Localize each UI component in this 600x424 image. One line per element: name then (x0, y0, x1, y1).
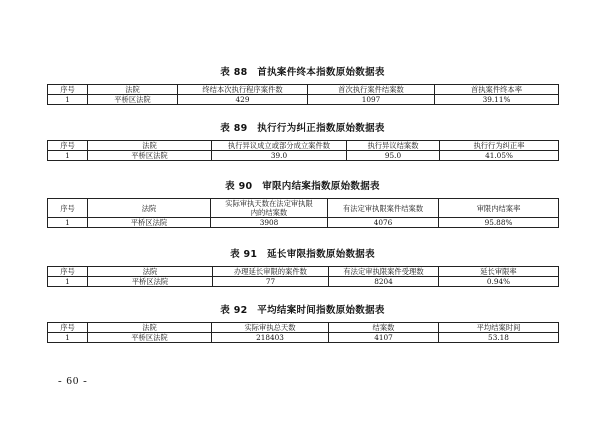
table-section-88 (47, 66, 558, 105)
cell: 平桥区法院 (88, 277, 213, 287)
table-section-89 (47, 122, 558, 161)
table-row (48, 151, 559, 161)
header-cell: 序号 (48, 323, 88, 333)
data-table (47, 322, 559, 343)
header-cell: 有法定审执限案件结案数 (328, 199, 439, 218)
cell: 0.94% (439, 277, 559, 287)
header-cell: 法院 (88, 141, 212, 151)
cell: 95.0 (347, 151, 440, 161)
page-number: - 60 - (58, 375, 88, 387)
cell: 218403 (212, 333, 329, 343)
header-cell: 序号 (48, 85, 88, 95)
table-section-91 (47, 248, 558, 287)
header-row (48, 323, 559, 333)
cell: 1 (48, 218, 88, 228)
table-row (48, 277, 559, 287)
cell: 4076 (328, 218, 439, 228)
cell: 8204 (329, 277, 439, 287)
header-cell: 实际审执总天数 (212, 323, 329, 333)
header-cell: 执行异议结案数 (347, 141, 440, 151)
cell: 39.0 (212, 151, 347, 161)
header-cell: 法院 (88, 85, 178, 95)
table-row (48, 95, 559, 105)
header-cell: 终结本次执行程序案件数 (178, 85, 308, 95)
header-cell: 延长审限率 (439, 267, 559, 277)
cell: 平桥区法院 (88, 218, 211, 228)
table-row (48, 218, 559, 228)
header-cell: 首执案件终本率 (435, 85, 559, 95)
header-cell: 结案数 (329, 323, 439, 333)
cell: 平桥区法院 (88, 151, 212, 161)
cell: 41.05% (440, 151, 559, 161)
table-title: 表 90 审限内结案指数原始数据表 (225, 181, 380, 192)
table-title: 表 88 首执案件终本指数原始数据表 (220, 67, 385, 78)
header-cell: 有法定审执限案件受理数 (329, 267, 439, 277)
cell: 1 (48, 277, 88, 287)
header-cell: 序号 (48, 267, 88, 277)
table-row (48, 333, 559, 343)
header-cell: 法院 (88, 323, 212, 333)
header-row (48, 199, 559, 218)
cell: 1 (48, 333, 88, 343)
header-cell: 执行异议成立或部分成立案件数 (212, 141, 347, 151)
cell: 1097 (308, 95, 435, 105)
cell: 3908 (211, 218, 328, 228)
header-cell: 审限内结案率 (439, 199, 559, 218)
table-title: 表 89 执行行为纠正指数原始数据表 (220, 123, 385, 134)
header-cell: 法院 (88, 267, 213, 277)
header-row (48, 267, 559, 277)
cell: 53.18 (439, 333, 559, 343)
table-title: 表 92 平均结案时间指数原始数据表 (220, 305, 385, 316)
header-cell: 平均结案时间 (439, 323, 559, 333)
cell: 4107 (329, 333, 439, 343)
cell: 95.88% (439, 218, 559, 228)
cell: 1 (48, 95, 88, 105)
header-cell: 实际审执天数在法定审执限内的结案数 (211, 199, 328, 218)
data-table (47, 266, 559, 287)
cell: 429 (178, 95, 308, 105)
header-cell: 法院 (88, 199, 211, 218)
header-cell: 执行行为纠正率 (440, 141, 559, 151)
header-row (48, 141, 559, 151)
cell: 77 (213, 277, 329, 287)
table-title: 表 91 延长审限指数原始数据表 (230, 249, 375, 260)
header-cell: 首次执行案件结案数 (308, 85, 435, 95)
data-table (47, 84, 559, 105)
header-cell: 序号 (48, 199, 88, 218)
header-row (48, 85, 559, 95)
data-table (47, 140, 559, 161)
cell: 平桥区法院 (88, 333, 212, 343)
table-section-92 (47, 304, 558, 343)
header-cell: 办理延长审限的案件数 (213, 267, 329, 277)
cell: 平桥区法院 (88, 95, 178, 105)
table-section-90 (47, 180, 558, 228)
header-cell: 序号 (48, 141, 88, 151)
cell: 1 (48, 151, 88, 161)
data-table (47, 198, 559, 228)
cell: 39.11% (435, 95, 559, 105)
